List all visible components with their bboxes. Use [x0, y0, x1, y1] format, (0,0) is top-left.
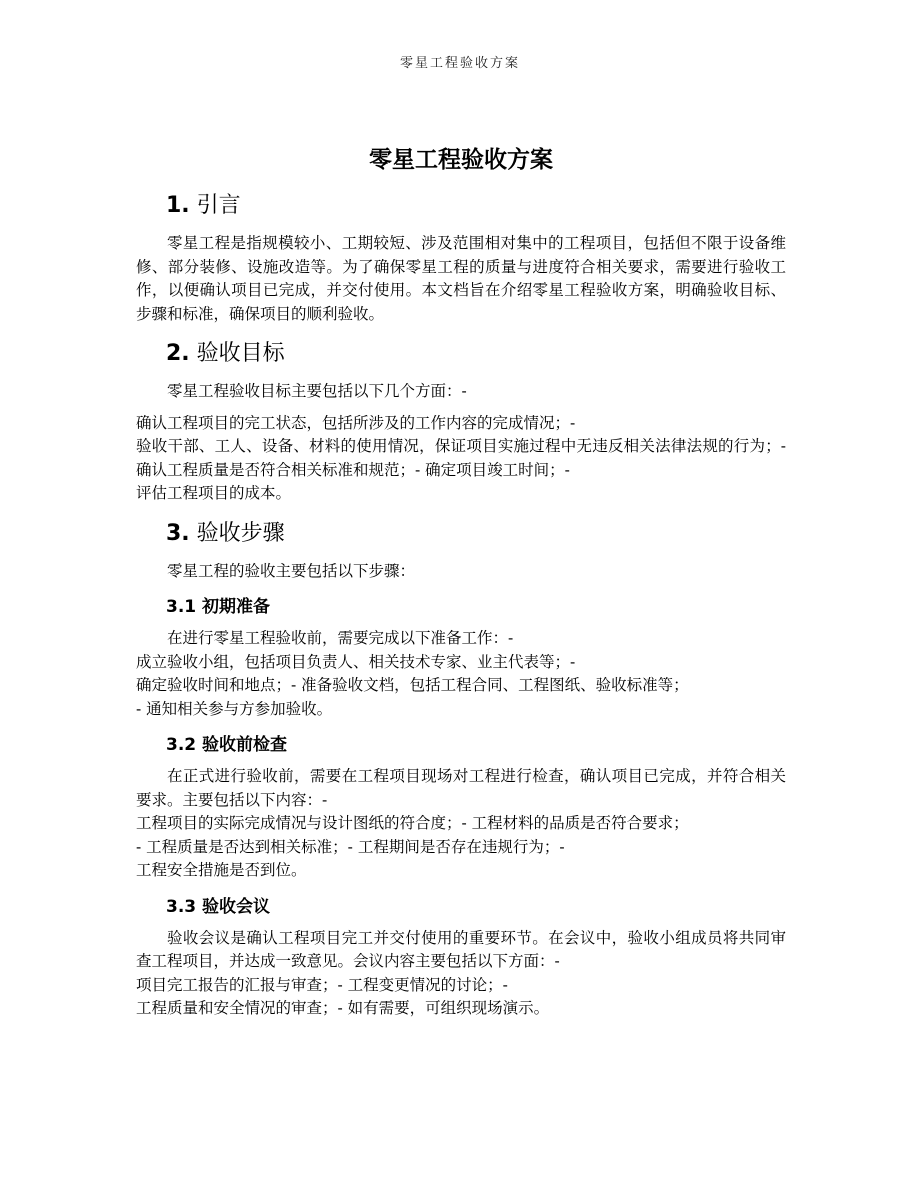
list-line: - 通知相关参与方参加验收。: [136, 699, 333, 718]
list-line: 验收干部、工人、设备、材料的使用情况，保证项目实施过程中无违反相关法律法规的行为；- 确认工程质量是否符合相关标准和规范；- 确定项目竣工时间；-: [136, 437, 786, 479]
section-number: 3.: [166, 520, 190, 546]
section-number: 1.: [166, 193, 190, 218]
section-heading: [166, 336, 786, 372]
subsection-acceptance-meeting: [136, 893, 786, 1021]
section-heading: [166, 188, 786, 224]
section-heading: [166, 516, 786, 552]
subsection-pre-inspection: [136, 731, 786, 883]
paragraph: 在进行零星工程验收前，需要完成以下准备工作：-: [167, 629, 514, 647]
subsection-heading: 3.2 验收前检查: [166, 735, 288, 755]
document-title: 零星工程验收方案: [369, 147, 553, 173]
section-title: 验收目标: [196, 341, 285, 366]
list-line: 工程质量和安全情况的审查；- 如有需要，可组织现场演示。: [136, 999, 550, 1017]
section-introduction: [136, 188, 786, 326]
list-line: 确定验收时间和地点；- 准备验收文档，包括工程合同、工程图纸、验收标准等；: [136, 676, 689, 694]
list-line: 确认工程项目的完工状态，包括所涉及的工作内容的完成情况；-: [136, 413, 576, 432]
list-line: 成立验收小组，包括项目负责人、相关技术专家、业主代表等；-: [136, 652, 576, 671]
list-line: - 工程质量是否达到相关标准；- 工程期间是否存在违规行为；-: [136, 837, 565, 856]
list-line: 工程安全措施是否到位。: [136, 861, 307, 879]
subsection-initial-preparation: [136, 593, 786, 721]
paragraph: 零星工程验收目标主要包括以下几个方面：-: [167, 382, 467, 400]
section-title: 验收步骤: [196, 520, 285, 546]
paragraph: 验收会议是确认工程项目完工并交付使用的重要环节。在会议中，验收小组成员将共同审查工程项目，并达成一致意见。会议内容主要包括以下方面：-: [136, 928, 786, 970]
list-line: 评估工程项目的成本。: [136, 484, 292, 502]
section-number: 2.: [166, 341, 190, 366]
paragraph: 在正式进行验收前，需要在工程项目现场对工程进行检查，确认项目已完成，并符合相关要求。主要包括以下内容：-: [136, 767, 786, 809]
section-title: 引言: [196, 193, 241, 218]
subsection-heading: 3.1 初期准备: [166, 597, 271, 617]
paragraph: 零星工程是指规模较小、工期较短、涉及范围相对集中的工程项目，包括但不限于设备维修、部分装修、设施改造等。为了确保零星工程的质量与进度符合相关要求，需要进行验收工作，以便确认项目已完成，并交付使用。本文档旨在介绍零星工程验收方案，明确验收目标、步骤和标准，确保项目的顺利验收。: [136, 234, 786, 323]
subsection-heading: 3.3 验收会议: [166, 896, 271, 917]
list-line: 项目完工报告的汇报与审查；- 工程变更情况的讨论；-: [136, 975, 508, 994]
paragraph: 零星工程的验收主要包括以下步骤：: [167, 561, 416, 580]
list-line: 工程项目的实际完成情况与设计图纸的符合度；- 工程材料的品质是否符合要求；: [136, 814, 689, 832]
running-header: 零星工程验收方案: [399, 56, 520, 71]
document-body: [136, 142, 786, 1031]
section-acceptance-steps: [136, 516, 786, 584]
section-acceptance-goals: [136, 336, 786, 506]
